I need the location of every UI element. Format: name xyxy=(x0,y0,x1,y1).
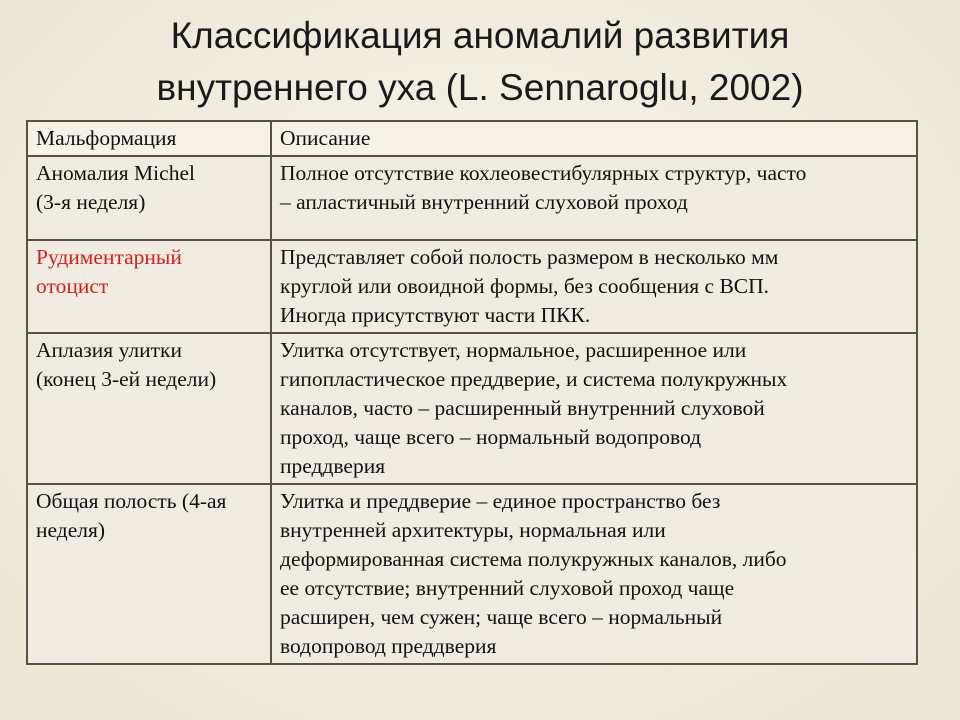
malformation-cell xyxy=(27,333,271,484)
malformation-name-line: Аплазия улитки xyxy=(36,338,182,362)
description-line: водопровод преддверия xyxy=(280,634,497,658)
header-description: Описание xyxy=(271,121,917,156)
malformation-name-line: Аномалия Michel xyxy=(36,161,195,185)
description-line: – апластичный внутренний слуховой проход xyxy=(280,190,688,214)
table-row xyxy=(27,333,917,484)
description-line: ее отсутствие; внутренний слуховой проход чаще xyxy=(280,576,735,600)
description-line: Представляет собой полость размером в несколько мм xyxy=(280,245,779,269)
description-line: проход, чаще всего – нормальный водопровод xyxy=(280,425,702,449)
malformation-name-line: (конец 3-ей недели) xyxy=(36,367,217,391)
description-line: Улитка и преддверие – единое пространство без xyxy=(280,489,721,513)
description-cell xyxy=(271,484,917,664)
malformation-cell-highlighted xyxy=(27,240,271,333)
malformation-name-line: отоцист xyxy=(36,274,109,298)
malformation-name-line: неделя) xyxy=(36,518,106,542)
description-line: деформированная система полукружных каналов, либо xyxy=(280,547,787,571)
table-header-row xyxy=(27,121,917,156)
description-line: расширен, чем сужен; чаще всего – нормальный xyxy=(280,605,723,629)
table-row xyxy=(27,484,917,664)
description-line: круглой или овоидной формы, без сообщения с ВСП. xyxy=(280,274,770,298)
malformation-cell xyxy=(27,484,271,664)
slide-title xyxy=(0,10,960,114)
description-line: гипопластическое преддверие, и система полукружных xyxy=(280,367,788,391)
description-line: каналов, часто – расширенный внутренний слуховой xyxy=(280,396,765,420)
header-malformation: Мальформация xyxy=(27,121,271,156)
malformation-table xyxy=(26,120,918,665)
malformation-cell xyxy=(27,156,271,240)
malformation-name-line: Рудиментарный xyxy=(36,245,182,269)
description-cell xyxy=(271,333,917,484)
description-line: преддверия xyxy=(280,454,386,478)
title-line-1: Классификация аномалий развития xyxy=(170,15,790,56)
title-line-2: внутреннего уха (L. Sennaroglu, 2002) xyxy=(156,67,804,108)
description-cell xyxy=(271,156,917,240)
description-line: Иногда присутствуют части ПКК. xyxy=(280,303,591,327)
description-cell xyxy=(271,240,917,333)
malformation-name-line: Общая полость (4-ая xyxy=(36,489,227,513)
description-line: Улитка отсутствует, нормальное, расширенное или xyxy=(280,338,747,362)
description-line: внутренней архитектуры, нормальная или xyxy=(280,518,666,542)
table-row xyxy=(27,240,917,333)
malformation-name-line: (3-я неделя) xyxy=(36,190,146,214)
table-row xyxy=(27,156,917,240)
description-line: Полное отсутствие кохлеовестибулярных структур, часто xyxy=(280,161,807,185)
